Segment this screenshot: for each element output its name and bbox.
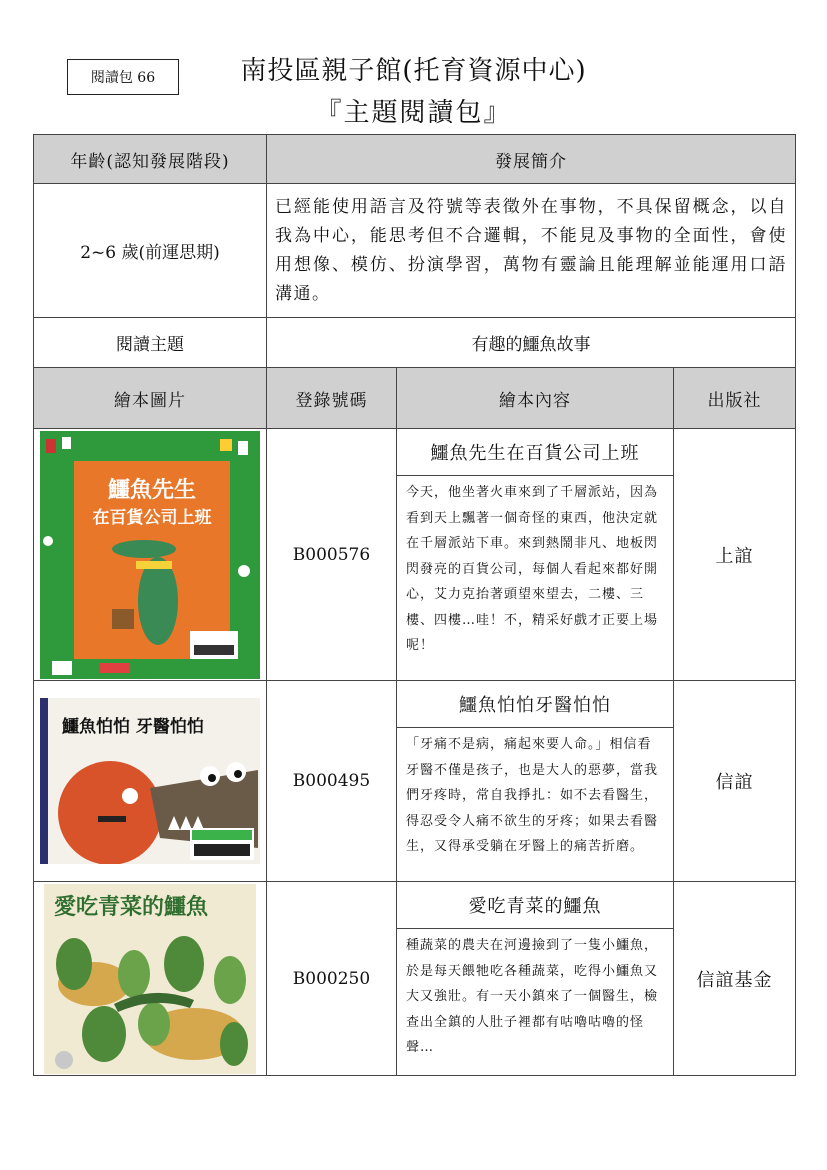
reading-pack-table	[33, 134, 796, 1076]
image-column-header: 繪本圖片	[34, 368, 267, 429]
book-content-cell	[397, 882, 674, 1076]
development-column-header: 發展簡介	[267, 135, 796, 184]
book-title: 鱷魚怕怕牙醫怕怕	[397, 681, 673, 728]
cover-title-1: 鱷魚先生	[107, 477, 197, 503]
book-code: B000495	[267, 681, 397, 882]
age-column-header: 年齡(認知發展階段)	[34, 135, 267, 184]
development-description: 已經能使用語言及符號等表徵外在事物，不具保留概念，以自我為中心，能思考但不合邏輯，不能見及事物的全面性，會使用想像、模仿、扮演學習，萬物有靈論且能理解並能運用口語溝通。	[267, 184, 796, 318]
book-publisher: 上誼	[674, 429, 796, 681]
age-value: 2~6 歲(前運思期)	[34, 184, 267, 318]
publisher-column-header: 出版社	[674, 368, 796, 429]
book-row	[34, 882, 796, 1076]
book-cover-cell	[34, 681, 267, 882]
book-description: 今天，他坐著火車來到了千層派站，因為看到天上飄著一個奇怪的東西，他決定就在千層派站下車。來到熱鬧非凡、地板閃閃發亮的百貨公司，每個人看起來都好開心，艾力克抬著頭望來望去，二樓、三樓、四樓…哇！不，精采好戲才正要上場呢！	[406, 485, 659, 653]
theme-value: 有趣的鱷魚故事	[267, 318, 796, 368]
book-cover-image	[40, 698, 260, 864]
book-cover-image	[40, 431, 260, 679]
book-header-row	[34, 368, 796, 429]
book-cover-cell	[34, 882, 267, 1076]
age-header-row	[34, 135, 796, 184]
cover-title-2: 在百貨公司上班	[92, 507, 212, 528]
book-row	[34, 681, 796, 882]
page-subtitle: 『主題閱讀包』	[315, 98, 512, 128]
cover-title: 愛吃青菜的鱷魚	[54, 894, 209, 920]
book-description: 「牙痛不是病，痛起來要人命。」相信看牙醫不僅是孩子，也是大人的惡夢，當我們牙疼時，常自我掙扎：如不去看醫生，得忍受令人痛不欲生的牙疼；如果去看醫生，又得承受躺在牙醫上的痛苦折磨。	[406, 737, 659, 854]
book-code: B000576	[267, 429, 397, 681]
book-publisher: 信誼	[674, 681, 796, 882]
book-title: 鱷魚先生在百貨公司上班	[397, 429, 673, 476]
book-cover-cell	[34, 429, 267, 681]
book-description: 種蔬菜的農夫在河邊撿到了一隻小鱷魚，於是每天餵牠吃各種蔬菜，吃得小鱷魚又大又強壯。有一天小鎮來了一個醫生，檢查出全鎮的人肚子裡都有咕嚕咕嚕的怪聲…	[406, 938, 659, 1055]
code-column-header: 登錄號碼	[267, 368, 397, 429]
cover-title: 鱷魚怕怕 牙醫怕怕	[62, 717, 204, 737]
page-title: 南投區親子館(托育資源中心)	[240, 56, 587, 86]
book-content-cell	[397, 429, 674, 681]
book-code: B000250	[267, 882, 397, 1076]
age-row	[34, 184, 796, 318]
theme-row	[34, 318, 796, 368]
book-cover-image	[44, 884, 256, 1074]
theme-label: 閱讀主題	[34, 318, 267, 368]
content-column-header: 繪本內容	[397, 368, 674, 429]
book-content-cell	[397, 681, 674, 882]
book-title: 愛吃青菜的鱷魚	[397, 882, 673, 929]
book-row	[34, 429, 796, 681]
pack-number-label: 閱讀包 66	[67, 59, 179, 95]
book-publisher: 信誼基金	[674, 882, 796, 1076]
